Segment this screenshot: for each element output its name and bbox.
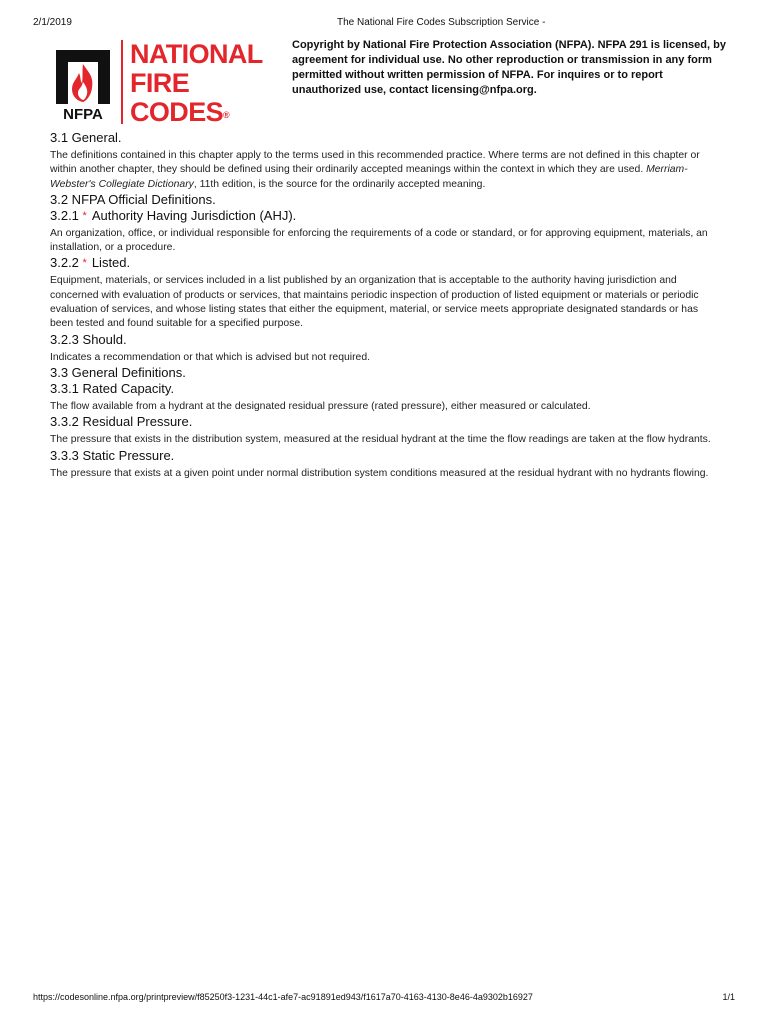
- section-heading-3-2: 3.2 NFPA Official Definitions.: [50, 191, 216, 207]
- section-text-3-2-1: An organization, office, or individual responsible for enforcing the requirements of a code or standard, or for approving equipment, materials, an installation, or a procedure.: [50, 227, 708, 254]
- section-text-3-2-2: Equipment, materials, or services included in a list published by an organization that is acceptable to the authority having jurisdiction and concerned with evaluation of products or services, that maintains periodic inspection of production of listed equipment or materials or periodic evaluation of services, and whose listing states that either the equipment, material, or service meets appropriate designated standards or has been tested and found suitable for a specified purpose.: [50, 275, 699, 330]
- section-title: Listed.: [91, 255, 131, 271]
- section-heading-3-3: 3.3 General Definitions.: [50, 364, 186, 380]
- page-url-link[interactable]: https://codesonline.nfpa.org/printpreview/f85250f3-1231-44c1-afe7-ac91891ed943/f1617a70-4163-4130-8e46-4a9302b16927: [33, 992, 533, 1002]
- section-heading-3-3-3: 3.3.3 Static Pressure.: [50, 447, 175, 463]
- section-number: 3.2.2: [50, 255, 79, 271]
- print-date: 2/1/2019: [33, 17, 72, 28]
- page-number: 1/1: [722, 992, 735, 1002]
- logo-divider: [121, 40, 123, 124]
- logo-text: NFPA: [63, 106, 103, 122]
- print-header: [33, 17, 735, 31]
- section-text-3-1: [50, 149, 722, 192]
- asterisk-marker: *: [82, 257, 87, 270]
- brand-line-2: FIRE CODES: [130, 68, 224, 127]
- copyright-notice: Copyright by National Fire Protection Association (NFPA). NFPA 291 is licensed, by agreement for individual use. No other reproduction or transmission in any form permitted without written permission of NFPA. For inquires or to report unauthorized use, contact licensing@nfpa.org.: [292, 39, 726, 96]
- dictionary-title: Merriam-Webster's Collegiate Dictionary: [50, 164, 688, 190]
- registered-mark: ®: [223, 110, 230, 120]
- section-text-3-3-1: The flow available from a hydrant at the designated residual pressure (rated pressure), either measured or calculated.: [50, 400, 591, 412]
- print-footer: [33, 992, 735, 1006]
- section-heading-3-3-2: 3.3.2 Residual Pressure.: [50, 414, 193, 430]
- nfpa-banner: [48, 38, 728, 128]
- section-heading-3-2-1: [50, 208, 722, 224]
- nfpa-logo-icon: [52, 46, 114, 122]
- document-content: [50, 130, 722, 481]
- text-part: , 11th edition, is the source for the ordinarily accepted meaning.: [193, 178, 486, 190]
- section-heading-3-2-3: 3.2.3 Should.: [50, 331, 127, 347]
- text-part: The definitions contained in this chapter apply to the terms used in this recommended practice. Where terms are not defined in this chapter or within another chapter, they should be defined using their ordinarily accepted meanings within the context in which they are used.: [50, 150, 700, 176]
- section-heading-3-1: 3.1 General.: [50, 130, 122, 145]
- brand-wordmark: [130, 40, 280, 127]
- section-heading-3-2-2: [50, 255, 722, 271]
- section-text-3-3-3: The pressure that exists at a given point under normal distribution system conditions measured at the residual hydrant with no hydrants flowing.: [50, 467, 709, 479]
- asterisk-marker: *: [82, 209, 87, 222]
- section-number: 3.2.1: [50, 207, 79, 223]
- print-page-title: The National Fire Codes Subscription Service -: [337, 17, 546, 28]
- section-heading-3-3-1: 3.3.1 Rated Capacity.: [50, 380, 175, 396]
- section-text-3-3-2: The pressure that exists in the distribution system, measured at the residual hydrant at the time the flow readings are taken at the flow hydrants.: [50, 434, 711, 446]
- brand-line-1: NATIONAL: [130, 39, 263, 69]
- section-title: Authority Having Jurisdiction (AHJ).: [91, 207, 297, 223]
- section-text-3-2-3: Indicates a recommendation or that which is advised but not required.: [50, 351, 370, 363]
